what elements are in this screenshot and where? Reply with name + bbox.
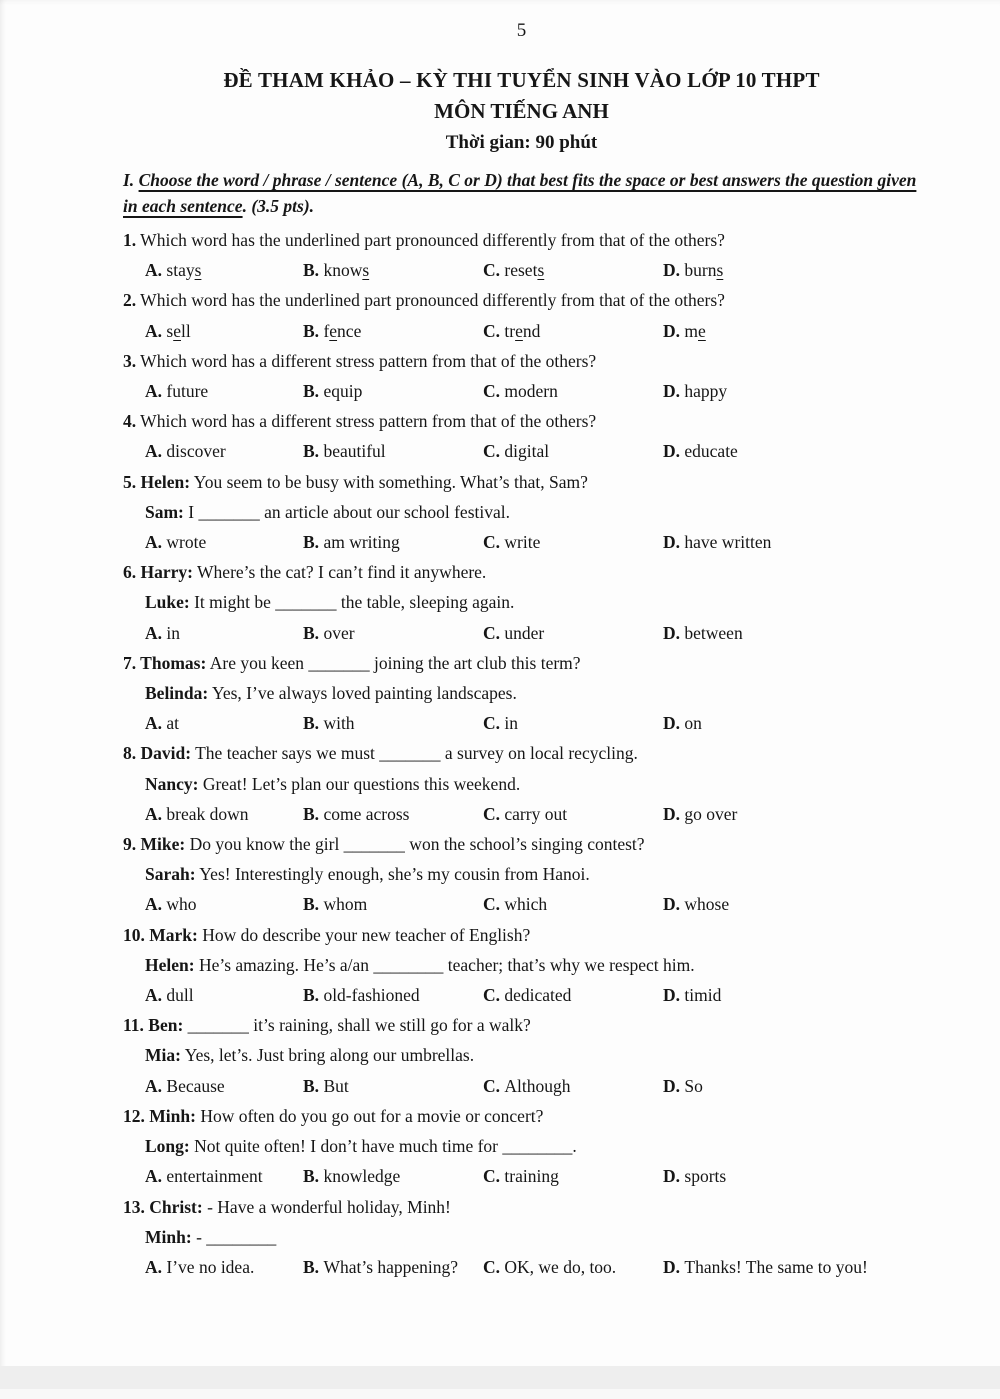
question-9 (0, 829, 1000, 920)
question-8-option-c: C. carry out (483, 803, 568, 824)
option-letter: C. (483, 381, 505, 402)
question-7-option-c: C. in (483, 713, 519, 734)
question-12-option-b: B. knowledge (303, 1166, 401, 1187)
question-10-option-a: A. dull (145, 985, 194, 1006)
option-letter: B. (303, 320, 324, 341)
question-1-option-b: B. knows (303, 260, 370, 281)
option-letter: D. (663, 260, 685, 281)
option-letter: D. (663, 1166, 685, 1187)
option-letter: D. (663, 803, 685, 824)
option-letter: B. (303, 381, 324, 402)
question-8-option-b: B. come across (303, 803, 410, 824)
page-number: 5 (516, 20, 527, 41)
question-3-text: 3. Which word has a different stress pattern from that of the others? (123, 350, 597, 371)
question-5 (0, 467, 1000, 558)
option-letter: A. (145, 532, 167, 553)
question-8-dialogue-1: Nancy: Great! Let’s plan our questions this weekend. (145, 773, 521, 794)
question-7-options (123, 708, 1000, 738)
option-letter: A. (145, 985, 167, 1006)
question-1-option-d: D. burns (663, 260, 724, 281)
question-11-text: 11. Ben: _______ it’s raining, shall we still go for a walk? (123, 1015, 531, 1036)
question-4-options (123, 436, 1000, 466)
option-letter: B. (303, 985, 324, 1006)
question-6-text: 6. Harry: Where’s the cat? I can’t find it anywhere. (123, 562, 487, 583)
option-letter: A. (145, 381, 167, 402)
question-8-options (123, 799, 1000, 829)
question-9-text: 9. Mike: Do you know the girl _______ won the school’s singing contest? (123, 834, 645, 855)
question-10-option-d: D. timid (663, 985, 722, 1006)
question-12-option-a: A. entertainment (145, 1166, 263, 1187)
question-3-option-a: A. future (145, 381, 209, 402)
question-7-text: 7. Thomas: Are you keen _______ joining the art club this term? (123, 652, 581, 673)
question-12-text: 12. Minh: How often do you go out for a movie or concert? (123, 1105, 544, 1126)
question-11-option-b: B. But (303, 1075, 349, 1096)
option-letter: D. (663, 441, 685, 462)
question-13 (0, 1192, 1000, 1283)
option-letter: A. (145, 622, 167, 643)
question-5-option-c: C. write (483, 532, 541, 553)
option-letter: B. (303, 803, 324, 824)
scan-artifact-band (0, 1366, 1000, 1389)
question-7 (0, 648, 1000, 739)
question-4-option-c: C. digital (483, 441, 550, 462)
instruction-underlined-text: Choose the word / phrase / sentence (A, B, C or D) that best fits the space or best answers the question given in each sentence (123, 170, 917, 216)
question-4 (0, 406, 1000, 466)
question-10 (0, 920, 1000, 1011)
option-letter: D. (663, 713, 685, 734)
page-header (123, 0, 920, 154)
question-3-options (123, 376, 1000, 406)
option-letter: C. (483, 260, 505, 281)
option-letter: C. (483, 713, 505, 734)
option-letter: C. (483, 320, 505, 341)
question-6-options (123, 618, 1000, 648)
question-2-option-b: B. fence (303, 320, 362, 341)
question-2-option-a: A. sell (145, 320, 191, 341)
question-9-option-d: D. whose (663, 894, 730, 915)
option-letter: C. (483, 1166, 505, 1187)
option-letter: B. (303, 1075, 324, 1096)
question-13-options (123, 1252, 1000, 1282)
question-1-option-c: C. resets (483, 260, 545, 281)
option-letter: A. (145, 320, 167, 341)
question-10-options (123, 980, 1000, 1010)
question-8-option-a: A. break down (145, 803, 249, 824)
question-7-option-d: D. on (663, 713, 702, 734)
question-12-options (123, 1161, 1000, 1191)
question-13-option-a: A. I’ve no idea. (145, 1256, 255, 1277)
question-5-options (123, 527, 1000, 557)
question-3 (0, 346, 1000, 406)
option-letter: D. (663, 1256, 685, 1277)
question-7-option-a: A. at (145, 713, 180, 734)
question-5-option-d: D. have written (663, 532, 772, 553)
question-11-option-d: D. So (663, 1075, 703, 1096)
question-4-option-b: B. beautiful (303, 441, 386, 462)
question-9-option-b: B. whom (303, 894, 368, 915)
option-letter: C. (483, 622, 505, 643)
question-10-text: 10. Mark: How do describe your new teacher of English? (123, 924, 531, 945)
instruction-points: . (3.5 pts). (242, 196, 315, 216)
question-6 (0, 557, 1000, 648)
question-4-option-d: D. educate (663, 441, 738, 462)
question-6-option-b: B. over (303, 622, 355, 643)
question-8-option-d: D. go over (663, 803, 738, 824)
option-letter: A. (145, 713, 167, 734)
question-5-option-a: A. wrote (145, 532, 207, 553)
question-1-text: 1. Which word has the underlined part pronounced differently from that of the others? (123, 230, 725, 250)
option-letter: C. (483, 532, 505, 553)
question-9-dialogue-1: Sarah: Yes! Interestingly enough, she’s my cousin from Hanoi. (145, 864, 590, 885)
question-1 (0, 225, 1000, 285)
question-13-option-d: D. Thanks! The same to you! (663, 1256, 868, 1277)
option-letter: B. (303, 532, 324, 553)
option-letter: D. (663, 532, 685, 553)
question-5-option-b: B. am writing (303, 532, 400, 553)
option-letter: C. (483, 1256, 505, 1277)
question-11-option-a: A. Because (145, 1075, 225, 1096)
questions-container (0, 225, 1000, 1282)
option-letter: B. (303, 260, 324, 281)
question-7-dialogue-1: Belinda: Yes, I’ve always loved painting landscapes. (145, 683, 517, 704)
section-number: I. (123, 170, 139, 190)
question-5-dialogue-1: Sam: I _______ an article about our school festival. (145, 501, 510, 522)
question-12-option-c: C. training (483, 1166, 559, 1187)
option-letter: A. (145, 803, 167, 824)
question-12 (0, 1101, 1000, 1192)
question-1-option-a: A. stays (145, 260, 202, 281)
option-letter: A. (145, 894, 167, 915)
option-letter: A. (145, 1166, 167, 1187)
option-letter: D. (663, 1075, 685, 1096)
section-instruction (123, 167, 935, 219)
question-10-dialogue-1: Helen: He’s amazing. He’s a/an ________ teacher; that’s why we respect him. (145, 954, 695, 975)
question-2 (0, 285, 1000, 345)
option-letter: A. (145, 1075, 167, 1096)
question-11-dialogue-1: Mia: Yes, let’s. Just bring along our umbrellas. (145, 1045, 475, 1066)
option-letter: C. (483, 985, 505, 1006)
question-7-option-b: B. with (303, 713, 355, 734)
question-10-option-c: C. dedicated (483, 985, 572, 1006)
option-letter: B. (303, 894, 324, 915)
question-8 (0, 738, 1000, 829)
question-2-option-d: D. me (663, 320, 706, 341)
question-9-option-c: C. which (483, 894, 548, 915)
question-6-option-a: A. in (145, 622, 181, 643)
exam-duration: Thời gian: 90 phút (445, 132, 598, 153)
question-6-dialogue-1: Luke: It might be _______ the table, sleeping again. (145, 592, 515, 613)
question-4-text: 4. Which word has a different stress pattern from that of the others? (123, 411, 597, 432)
option-letter: D. (663, 894, 685, 915)
question-2-option-c: C. trend (483, 320, 541, 341)
question-4-option-a: A. discover (145, 441, 226, 462)
question-6-option-d: D. between (663, 622, 743, 643)
option-letter: D. (663, 381, 685, 402)
question-2-options (123, 316, 1000, 346)
option-letter: B. (303, 622, 324, 643)
question-3-option-b: B. equip (303, 381, 363, 402)
question-8-text: 8. David: The teacher says we must _______ a survey on local recycling. (123, 743, 638, 764)
option-letter: D. (663, 622, 685, 643)
question-6-option-c: C. under (483, 622, 545, 643)
question-2-text: 2. Which word has the underlined part pronounced differently from that of the others? (123, 290, 725, 311)
question-12-option-d: D. sports (663, 1166, 727, 1187)
question-11-options (123, 1071, 1000, 1101)
exam-subject: MÔN TIẾNG ANH (434, 99, 609, 123)
option-letter: A. (145, 441, 167, 462)
option-letter: C. (483, 803, 505, 824)
option-letter: D. (663, 985, 685, 1006)
question-5-text: 5. Helen: You seem to be busy with something. What’s that, Sam? (123, 471, 588, 492)
scan-artifact-band-lower (0, 1389, 1000, 1399)
question-1-options (123, 255, 1000, 285)
option-letter: D. (663, 320, 685, 341)
question-10-option-b: B. old-fashioned (303, 985, 420, 1006)
question-13-option-b: B. What’s happening? (303, 1256, 459, 1277)
question-3-option-d: D. happy (663, 381, 728, 402)
option-letter: B. (303, 713, 324, 734)
question-13-option-c: C. OK, we do, too. (483, 1256, 617, 1277)
option-letter: C. (483, 441, 505, 462)
question-3-option-c: C. modern (483, 381, 558, 402)
option-letter: A. (145, 1256, 167, 1277)
option-letter: B. (303, 441, 324, 462)
exam-title: ĐỀ THAM KHẢO – KỲ THI TUYỂN SINH VÀO LỚP 10 THPT (223, 68, 820, 92)
question-13-dialogue-1: Minh: - ________ (145, 1226, 277, 1247)
option-letter: C. (483, 1075, 505, 1096)
option-letter: C. (483, 894, 505, 915)
question-9-options (123, 889, 1000, 919)
question-13-text: 13. Christ: - Have a wonderful holiday, Minh! (123, 1196, 451, 1217)
option-letter: A. (145, 260, 167, 281)
option-letter: B. (303, 1166, 324, 1187)
option-letter: B. (303, 1256, 324, 1277)
question-9-option-a: A. who (145, 894, 197, 915)
question-12-dialogue-1: Long: Not quite often! I don’t have much time for ________. (145, 1136, 577, 1157)
question-11 (0, 1010, 1000, 1101)
question-11-option-c: C. Although (483, 1075, 571, 1096)
